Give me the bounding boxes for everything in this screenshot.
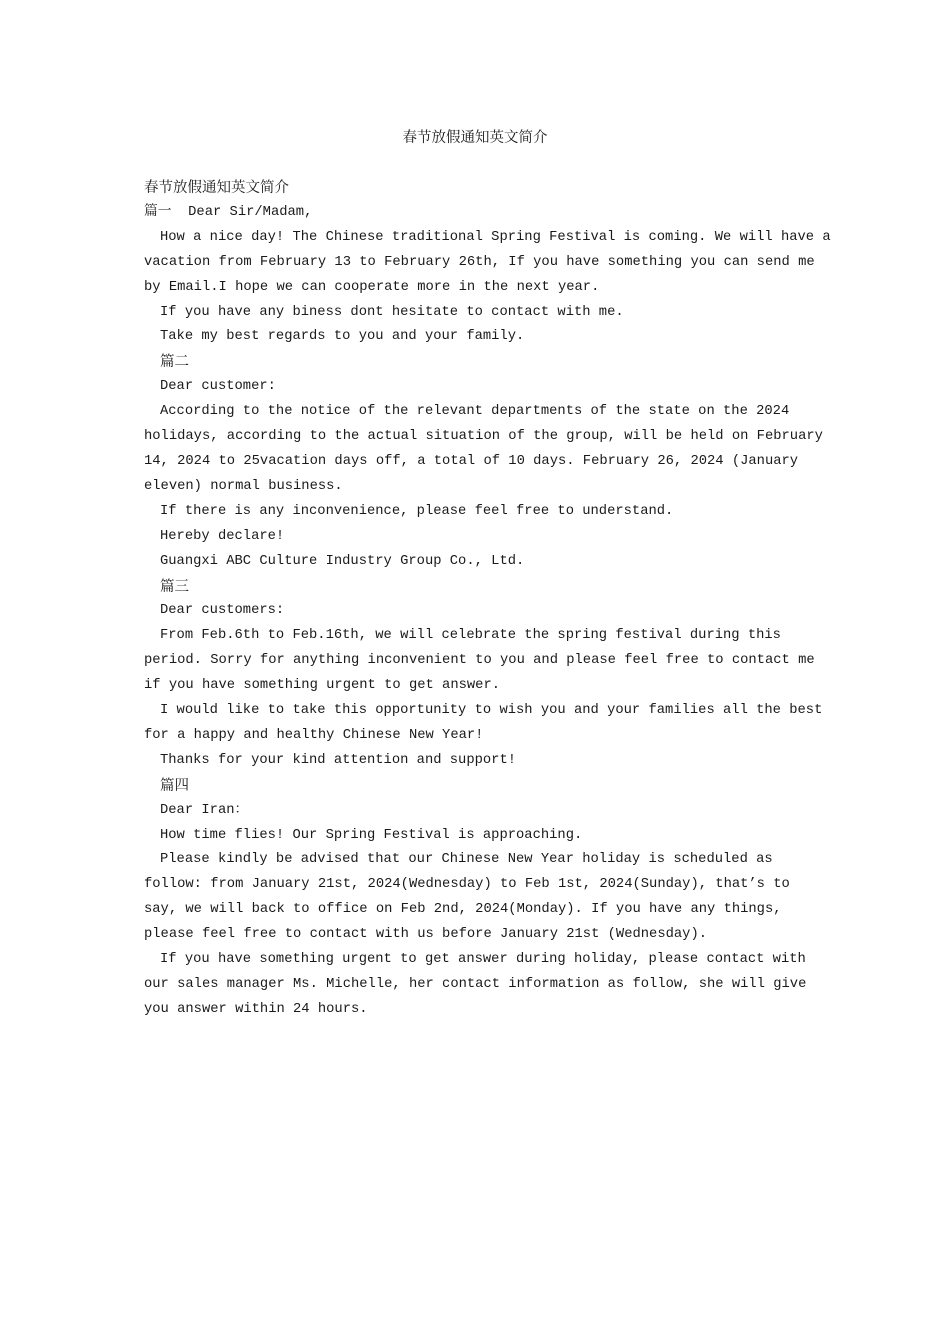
- document-line: 春节放假通知英文简介: [144, 180, 289, 196]
- document-line: you answer within 24 hours.: [144, 1001, 368, 1017]
- document-line: 篇三: [160, 578, 189, 595]
- document-line: by Email.I hope we can cooperate more in the next year.: [144, 279, 600, 295]
- document-line: our sales manager Ms. Michelle, her contact information as follow, she will give: [144, 977, 807, 992]
- document-line: Dear customer:: [160, 379, 276, 395]
- document-line: follow: from January 21st, 2024(Wednesday) to Feb 1st, 2024(Sunday), that’s to: [144, 877, 790, 893]
- document-line: If you have something urgent to get answer during holiday, please contact with: [160, 952, 806, 968]
- document-line: I would like to take this opportunity to wish you and your families all the best: [160, 703, 823, 719]
- document-line: holidays, according to the actual situation of the group, will be held on February: [144, 429, 823, 445]
- document-line: How a nice day! The Chinese traditional Spring Festival is coming. We will have a: [160, 229, 831, 245]
- document-line: 篇二: [160, 354, 189, 371]
- document-line: 14, 2024 to 25vacation days off, a total of 10 days. February 26, 2024 (January: [144, 453, 799, 469]
- document-line: Dear Iran：: [160, 802, 249, 818]
- document-line: say, we will back to office on Feb 2nd, 2024(Monday). If you have any things,: [144, 902, 782, 918]
- document-line: please feel free to contact with us before January 21st (Wednesday).: [144, 927, 708, 943]
- document-line: if you have something urgent to get answer.: [144, 678, 501, 694]
- document-line: Take my best regards to you and your family.: [160, 329, 525, 345]
- document-line: How time flies! Our Spring Festival is approaching.: [160, 827, 583, 843]
- document-line: Dear customers:: [160, 603, 285, 619]
- document-line: Thanks for your kind attention and support!: [160, 752, 517, 768]
- document-line: vacation from February 13 to February 26th, If you have something you can send me: [144, 254, 815, 270]
- document-line: If you have any biness dont hesitate to contact with me.: [160, 304, 624, 320]
- document-line: 篇四: [160, 777, 189, 794]
- document-title: 春节放假通知英文简介: [402, 130, 548, 146]
- document-line: From Feb.6th to Feb.16th, we will celebrate the spring festival during this: [160, 628, 781, 644]
- document-line: Please kindly be advised that our Chinese New Year holiday is scheduled as: [160, 852, 773, 868]
- document-body: [144, 176, 831, 1023]
- document-line: According to the notice of the relevant departments of the state on the 2024: [160, 404, 790, 420]
- document-line: eleven) normal business.: [144, 478, 343, 494]
- document-line: Guangxi ABC Culture Industry Group Co., Ltd.: [160, 553, 525, 569]
- document-line: 篇一 Dear Sir/Madam,: [144, 204, 313, 220]
- document-line: period. Sorry for anything inconvenient to you and please feel free to contact me: [144, 653, 815, 669]
- document-line: If there is any inconvenience, please feel free to understand.: [160, 503, 674, 519]
- document-line: Hereby declare!: [160, 528, 285, 544]
- document-line: for a happy and healthy Chinese New Year!: [144, 727, 484, 743]
